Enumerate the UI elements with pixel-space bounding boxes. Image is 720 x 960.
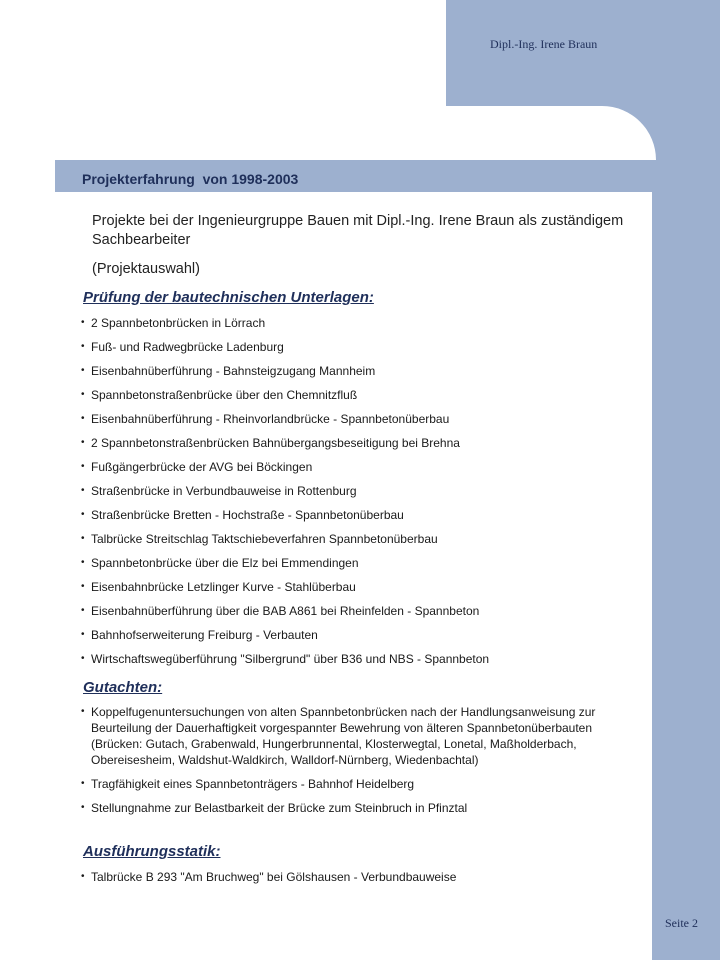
list-item: • 2 Spannbetonstraßenbrücken Bahnübergangsbeseitigung bei Brehna [81, 435, 621, 451]
selection-note: (Projektauswahl) [92, 261, 200, 277]
list-item: • Eisenbahnbrücke Letzlinger Kurve - Stahlüberbau [81, 579, 621, 595]
list-item: • Stellungnahme zur Belastbarkeit der Brücke zum Steinbruch in Pfinztal [81, 800, 621, 816]
list-pruefung [81, 315, 621, 675]
page-number: Seite 2 [665, 916, 698, 930]
list-item: • Fußgängerbrücke der AVG bei Böckingen [81, 459, 621, 475]
list-item: • Bahnhofserweiterung Freiburg - Verbauten [81, 627, 621, 643]
list-item: • Straßenbrücke in Verbundbauweise in Rottenburg [81, 483, 621, 499]
list-item: • Eisenbahnüberführung über die BAB A861 bei Rheinfelden - Spannbeton [81, 603, 621, 619]
section-heading-gutachten: Gutachten: [83, 679, 163, 696]
right-decoration-strip [652, 160, 720, 960]
page-title: Projekterfahrung von 1998-2003 [82, 171, 299, 187]
title-bar [55, 160, 652, 192]
section-heading-ausfuehrungsstatik: Ausführungsstatik: [83, 843, 221, 860]
list-gutachten [81, 704, 621, 824]
list-item: • Koppelfugenuntersuchungen von alten Spannbetonbrücken nach der Handlungsanweisung zur Beurteilung der Dauerhaftigkeit vorgespannter Bewehrung von älteren Spannbetonüberbauten (Brücken: Gutach, Grabenwald, Hungerbrunnental, Klosterwegtal, Lonetal, Maßholderbach, Obereisesheim, Waldshut-Waldkirch, Walldorf-Nürnberg, Wiedenbachtal) [81, 704, 621, 768]
list-ausfuehrungsstatik [81, 869, 621, 893]
list-item: • Spannbetonstraßenbrücke über den Chemnitzfluß [81, 387, 621, 403]
list-item: • Tragfähigkeit eines Spannbetonträgers - Bahnhof Heidelberg [81, 776, 621, 792]
list-item: • Spannbetonbrücke über die Elz bei Emmendingen [81, 555, 621, 571]
intro-text: Projekte bei der Ingenieurgruppe Bauen mit Dipl.-Ing. Irene Braun als zuständigem Sachbearbeiter [92, 213, 624, 248]
list-item: • 2 Spannbetonbrücken in Lörrach [81, 315, 621, 331]
author-name: Dipl.-Ing. Irene Braun [490, 37, 598, 51]
list-item: • Talbrücke Streitschlag Taktschiebeverfahren Spannbetonüberbau [81, 531, 621, 547]
list-item: • Eisenbahnüberführung - Rheinvorlandbrücke - Spannbetonüberbau [81, 411, 621, 427]
list-item: • Wirtschaftswegüberführung "Silbergrund" über B36 und NBS - Spannbeton [81, 651, 621, 667]
section-heading-pruefung: Prüfung der bautechnischen Unterlagen: [83, 289, 374, 306]
header-decoration-curve [446, 106, 656, 166]
list-item: • Talbrücke B 293 "Am Bruchweg" bei Gölshausen - Verbundbauweise [81, 869, 621, 885]
list-item: • Straßenbrücke Bretten - Hochstraße - Spannbetonüberbau [81, 507, 621, 523]
list-item: • Fuß- und Radwegbrücke Ladenburg [81, 339, 621, 355]
list-item: • Eisenbahnüberführung - Bahnsteigzugang Mannheim [81, 363, 621, 379]
